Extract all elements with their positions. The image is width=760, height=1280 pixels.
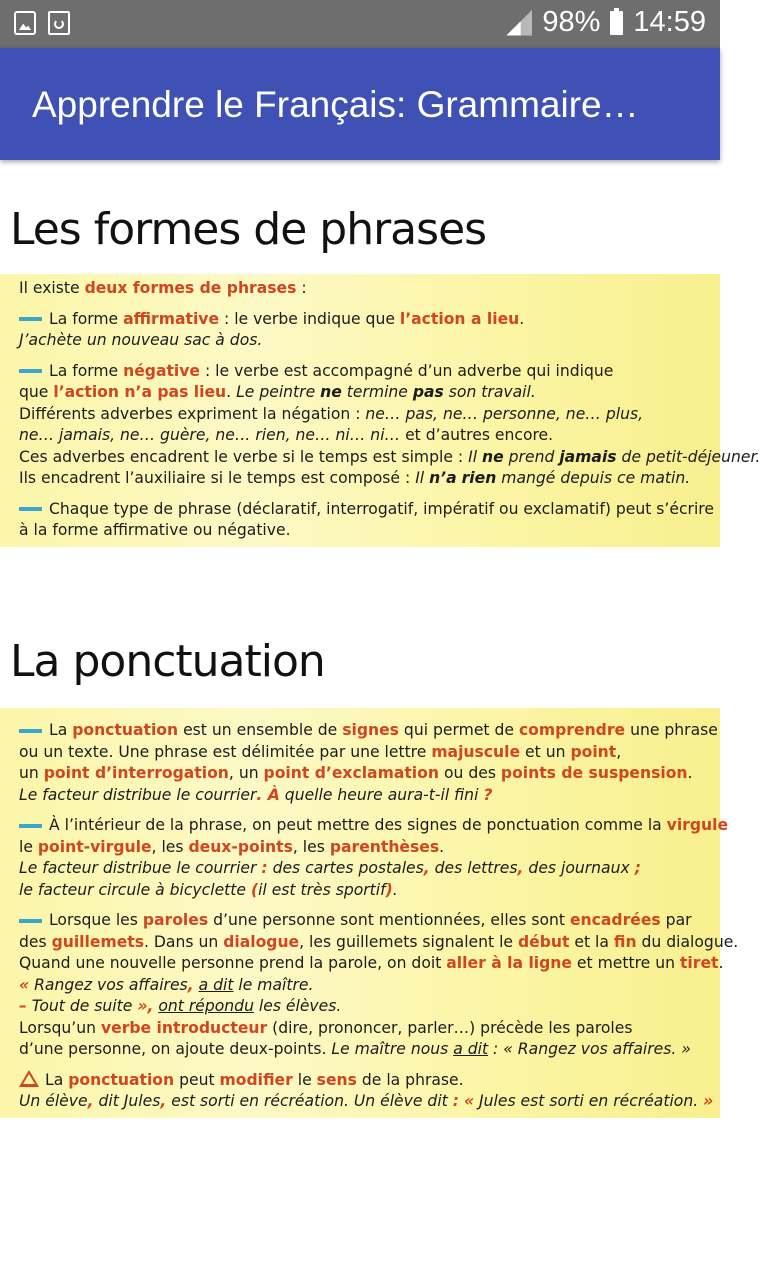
warning-icon — [19, 1070, 39, 1087]
example-line: J’achète un nouveau sac à dos. — [19, 331, 263, 349]
content-image-ponctuation — [0, 708, 739, 1118]
bullet-dash — [19, 369, 42, 373]
app-title: Apprendre le Français: Grammaire… — [32, 84, 639, 125]
text-line: La forme affirmative : le verbe indique que l’action a lieu. — [19, 309, 714, 331]
content-image-formes — [0, 274, 760, 547]
text-line: ne… jamais, ne… guère, ne… rien, ne… ni… ni… et d’autres encore. — [19, 426, 554, 444]
status-bar — [0, 0, 720, 48]
text-line: Lorsqu’un verbe introducteur (dire, prononcer, parler…) précède les paroles — [19, 1018, 633, 1037]
text-line: d’une personne, on ajoute deux-points. Le maître nous a dit : « Rangez vos affaires. » — [19, 1040, 691, 1058]
image-icon — [14, 11, 36, 35]
text-line: Ces adverbes encadrent le verbe si le temps est simple : Il ne prend jamais de petit-déjeuner. — [19, 447, 760, 466]
text-line: des guillemets. Dans un dialogue, les guillemets signalent le début et la fin du dialogue. — [19, 932, 739, 951]
app-bar — [0, 48, 720, 160]
example-line: « Rangez vos affaires, a dit le maître. — [19, 975, 314, 994]
example-line: – Tout de suite », ont répondu les élèves. — [19, 997, 342, 1015]
clock: 14:59 — [633, 6, 706, 38]
recycle-icon — [48, 11, 70, 35]
text-line: La ponctuation est un ensemble de signes qui permet de comprendre une phrase — [19, 720, 714, 742]
battery-percent: 98% — [542, 6, 601, 38]
bullet-dash — [19, 919, 42, 923]
text-line: un point d’interrogation, un point d’exclamation ou des points de suspension. — [19, 764, 693, 782]
text-line: La forme négative : le verbe est accompagné d’un adverbe qui indique — [19, 361, 714, 383]
text-line: que l’action n’a pas lieu. Le peintre ne termine pas son travail. — [19, 383, 536, 401]
text-line: Quand une nouvelle personne prend la parole, on doit aller à la ligne et mettre un tiret. — [19, 954, 724, 972]
example-line: Le facteur distribue le courrier : des cartes postales, des lettres, des journaux ; — [19, 859, 641, 877]
text-line: Différents adverbes expriment la négation : ne… pas, ne… personne, ne… plus, — [19, 404, 644, 423]
example-line: Un élève, dit Jules, est sorti en récréation. Un élève dit : « Jules est sorti en récréation. » — [19, 1092, 714, 1110]
battery-icon — [610, 11, 623, 35]
bullet-dash — [19, 507, 42, 511]
section-title-ponctuation: La ponctuation — [10, 636, 325, 687]
example-line: le facteur circule à bicyclette (il est très sportif). — [19, 880, 398, 899]
signal-icon — [506, 10, 532, 36]
text-line: ou un texte. Une phrase est délimitée par une lettre majuscule et un point, — [19, 742, 622, 761]
text-line: Chaque type de phrase (déclaratif, interrogatif, impératif ou exclamatif) peut s’écrire — [19, 499, 714, 521]
text-line: à la forme affirmative ou négative. — [19, 521, 291, 539]
text-line: Ils encadrent l’auxiliaire si le temps est composé : Il n’a rien mangé depuis ce matin. — [19, 469, 691, 487]
example-line: Le facteur distribue le courrier. À quelle heure aura-t-il fini ? — [19, 785, 493, 804]
bullet-dash — [19, 824, 42, 828]
text-line: À l’intérieur de la phrase, on peut mettre des signes de ponctuation comme la virgule — [19, 815, 714, 837]
text-line: le point-virgule, les deux-points, les parenthèses. — [19, 837, 445, 856]
bullet-dash — [19, 729, 42, 733]
text-line: La ponctuation peut modifier le sens de la phrase. — [19, 1070, 714, 1092]
bullet-dash — [19, 317, 42, 321]
text-line: Il existe deux formes de phrases : — [19, 279, 307, 297]
section-title-formes: Les formes de phrases — [10, 204, 487, 255]
text-line: Lorsque les paroles d’une personne sont mentionnées, elles sont encadrées par — [19, 910, 714, 932]
